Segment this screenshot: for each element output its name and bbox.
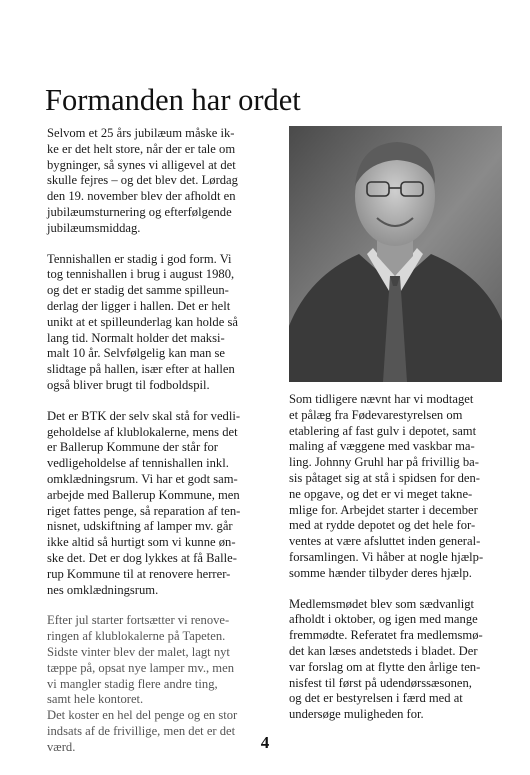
right-column [289, 392, 501, 738]
portrait-image [289, 126, 502, 382]
paragraph-maintenance: Det er BTK der selv skal stå for vedli- geholdelse af klublokalerne, mens det er Ballerup Kommune der står for vedligeholdelse af tennishallen inkl. omklædningsrum. Vi har et godt sam- arbejde med Ballerup Kommune, men riget fattes penge, så reparation af ten- nisnet, udskiftning af lamper mv. går ikke altid så hurtigt som vi kunne øn- ske det. Det er dog lykkes at få Balle- rup Kommune til at renovere herrer- nes omklædningsrum. [47, 408, 241, 597]
left-column [47, 126, 262, 770]
article-title: Formanden har ordet [45, 83, 301, 117]
paragraph-renovation: Efter jul starter fortsætter vi renove- ringen af klublokalerne på Tapeten. Sidste vinter blev der malet, lagt nyt tæppe på, opsat nye lamper mv., men vi mangler stadig flere andre ting, samt hele kontoret. Det koster en hel del penge og en stor indsats af de frivillige, men det er det værd. [47, 613, 238, 754]
paragraph-depot: Som tidligere nævnt har vi modtaget et pålæg fra Fødevarestyrelsen om etablering af fast gulv i depotet, samt maling af væggene med vaskbar ma- ling. Johnny Gruhl har på frivillig ba- sis påtaget sig at stå i spidsen for den- ne opgave, og det er vi meget takne- mlige for. Arbejdet starter i december med at rydde depotet og det hele for- ventes at være afsluttet inden general- forsamlingen. Vi håber at nogle hjælp- somme hænder tilbyder deres hjælp. [289, 392, 484, 580]
paragraph-members-meeting: Medlemsmødet blev som sædvanligt afholdt i oktober, og igen med mange fremmødte. Referatet fra medlemsmø- det kan læses andetsteds i bladet. Der var forslag om at flytte den årlige ten- nisfest til først på udendørssæsonen, og det er bestyrelsen i færd med at undersøge muligheden for. [289, 596, 483, 722]
paragraph-tennis-hall: Tennishallen er stadig i god form. Vi tog tennishallen i brug i august 1980, og det er stadig det samme spilleun- derlag der ligger i hallen. Det er helt unikt at et spilleunderlag kan holde så lang tid. Normalt holder det maksi- malt 10 år. Selvfølgelig kan man se slidtage på hallen, især efter at hallen også bliver brugt til fodboldspil. [47, 251, 238, 392]
paragraph-jubilee: Selvom et 25 års jubilæum måske ik- ke er det helt store, når der er tale om bygninger, så synes vi alligevel at det skulle fejres – og det blev det. Lørdag den 19. november blev der afholdt en jubilæumsturnering og efterfølgende jubilæumsmiddag. [47, 126, 238, 235]
page-number: 4 [260, 733, 270, 752]
chairman-photo [289, 126, 502, 382]
